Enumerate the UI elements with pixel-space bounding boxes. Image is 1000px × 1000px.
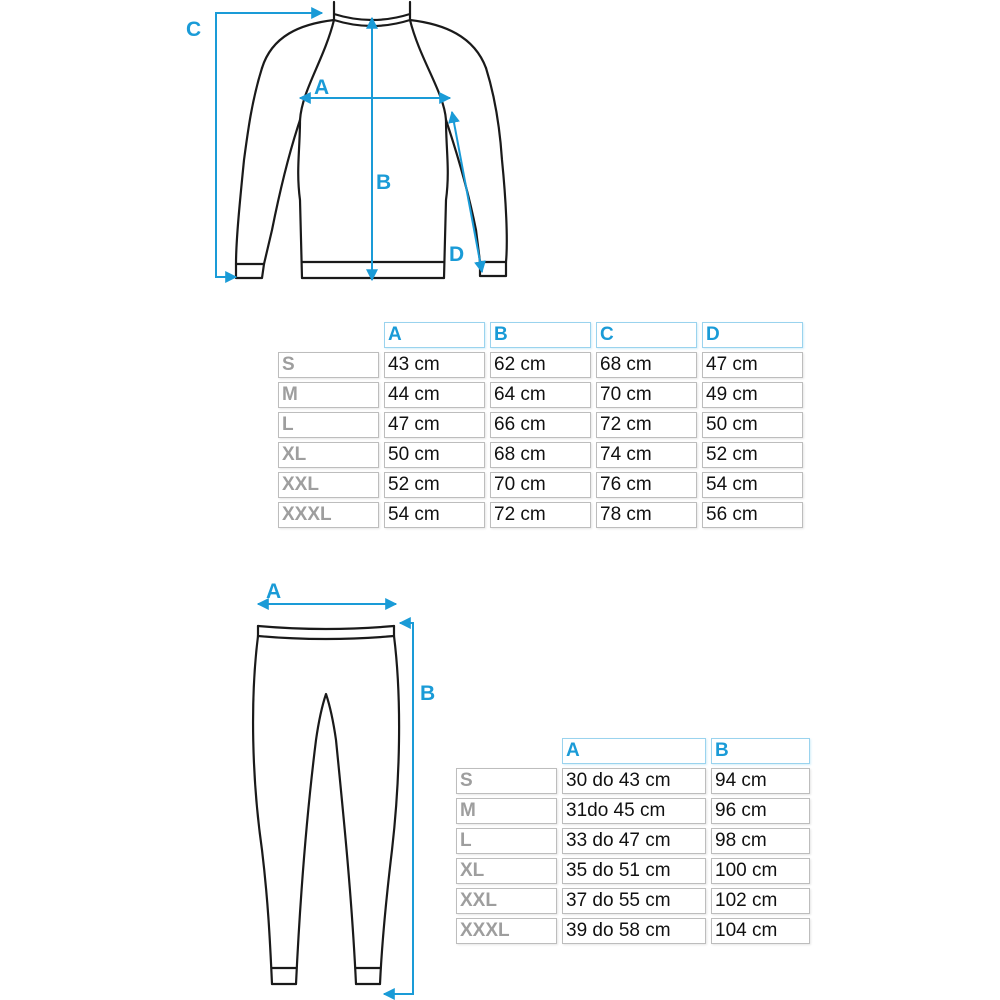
table-row bbox=[456, 888, 810, 914]
table-cell: 47 cm bbox=[702, 352, 803, 378]
header-corner bbox=[456, 738, 557, 764]
table-cell: 62 cm bbox=[490, 352, 591, 378]
table-row bbox=[456, 798, 810, 824]
table-cell: 70 cm bbox=[490, 472, 591, 498]
size-label: S bbox=[278, 352, 379, 378]
shirt-label-b: B bbox=[376, 171, 392, 194]
size-label: XXXL bbox=[456, 918, 557, 944]
size-label: XL bbox=[456, 858, 557, 884]
pants-size-table bbox=[451, 734, 815, 948]
table-row bbox=[278, 442, 803, 468]
table-row bbox=[278, 472, 803, 498]
table-cell: 56 cm bbox=[702, 502, 803, 528]
table-cell: 35 do 51 cm bbox=[562, 858, 706, 884]
table-header-row bbox=[456, 738, 810, 764]
pants-label-b: B bbox=[420, 682, 436, 705]
table-cell: 37 do 55 cm bbox=[562, 888, 706, 914]
table-cell: 102 cm bbox=[711, 888, 810, 914]
table-cell: 78 cm bbox=[596, 502, 697, 528]
table-cell: 98 cm bbox=[711, 828, 810, 854]
shirt-label-c: C bbox=[186, 18, 202, 41]
table-cell: 68 cm bbox=[490, 442, 591, 468]
table-cell: 72 cm bbox=[490, 502, 591, 528]
column-header: B bbox=[711, 738, 810, 764]
table-cell: 47 cm bbox=[384, 412, 485, 438]
table-row bbox=[456, 828, 810, 854]
size-label: L bbox=[456, 828, 557, 854]
size-label: M bbox=[278, 382, 379, 408]
column-header: B bbox=[490, 322, 591, 348]
table-row bbox=[278, 382, 803, 408]
column-header: A bbox=[562, 738, 706, 764]
table-row bbox=[456, 918, 810, 944]
table-cell: 52 cm bbox=[702, 442, 803, 468]
column-header: C bbox=[596, 322, 697, 348]
table-row bbox=[278, 502, 803, 528]
table-row bbox=[278, 352, 803, 378]
shirt-label-a: A bbox=[314, 76, 330, 99]
table-row bbox=[278, 412, 803, 438]
header-corner bbox=[278, 322, 379, 348]
pants-label-a: A bbox=[266, 580, 282, 603]
shirt-dimension-lines bbox=[216, 13, 482, 280]
table-header-row bbox=[278, 322, 803, 348]
table-cell: 50 cm bbox=[384, 442, 485, 468]
column-header: A bbox=[384, 322, 485, 348]
table-row bbox=[456, 768, 810, 794]
table-cell: 52 cm bbox=[384, 472, 485, 498]
table-cell: 104 cm bbox=[711, 918, 810, 944]
table-cell: 44 cm bbox=[384, 382, 485, 408]
table-cell: 66 cm bbox=[490, 412, 591, 438]
table-cell: 100 cm bbox=[711, 858, 810, 884]
table-cell: 31do 45 cm bbox=[562, 798, 706, 824]
table-cell: 30 do 43 cm bbox=[562, 768, 706, 794]
table-cell: 68 cm bbox=[596, 352, 697, 378]
table-cell: 72 cm bbox=[596, 412, 697, 438]
shirt-size-table bbox=[273, 318, 808, 532]
table-row bbox=[456, 858, 810, 884]
table-cell: 64 cm bbox=[490, 382, 591, 408]
table-cell: 43 cm bbox=[384, 352, 485, 378]
table-cell: 39 do 58 cm bbox=[562, 918, 706, 944]
size-label: XL bbox=[278, 442, 379, 468]
size-label: XXL bbox=[278, 472, 379, 498]
size-label: S bbox=[456, 768, 557, 794]
column-header: D bbox=[702, 322, 803, 348]
pants-outline bbox=[253, 626, 399, 984]
size-label: L bbox=[278, 412, 379, 438]
table-cell: 33 do 47 cm bbox=[562, 828, 706, 854]
table-cell: 70 cm bbox=[596, 382, 697, 408]
size-label: M bbox=[456, 798, 557, 824]
pants-dimension-lines bbox=[258, 604, 413, 994]
size-label: XXXL bbox=[278, 502, 379, 528]
table-cell: 76 cm bbox=[596, 472, 697, 498]
table-cell: 94 cm bbox=[711, 768, 810, 794]
table-cell: 54 cm bbox=[702, 472, 803, 498]
table-cell: 96 cm bbox=[711, 798, 810, 824]
table-cell: 74 cm bbox=[596, 442, 697, 468]
shirt-label-d: D bbox=[449, 243, 465, 266]
table-cell: 49 cm bbox=[702, 382, 803, 408]
size-label: XXL bbox=[456, 888, 557, 914]
table-cell: 50 cm bbox=[702, 412, 803, 438]
table-cell: 54 cm bbox=[384, 502, 485, 528]
